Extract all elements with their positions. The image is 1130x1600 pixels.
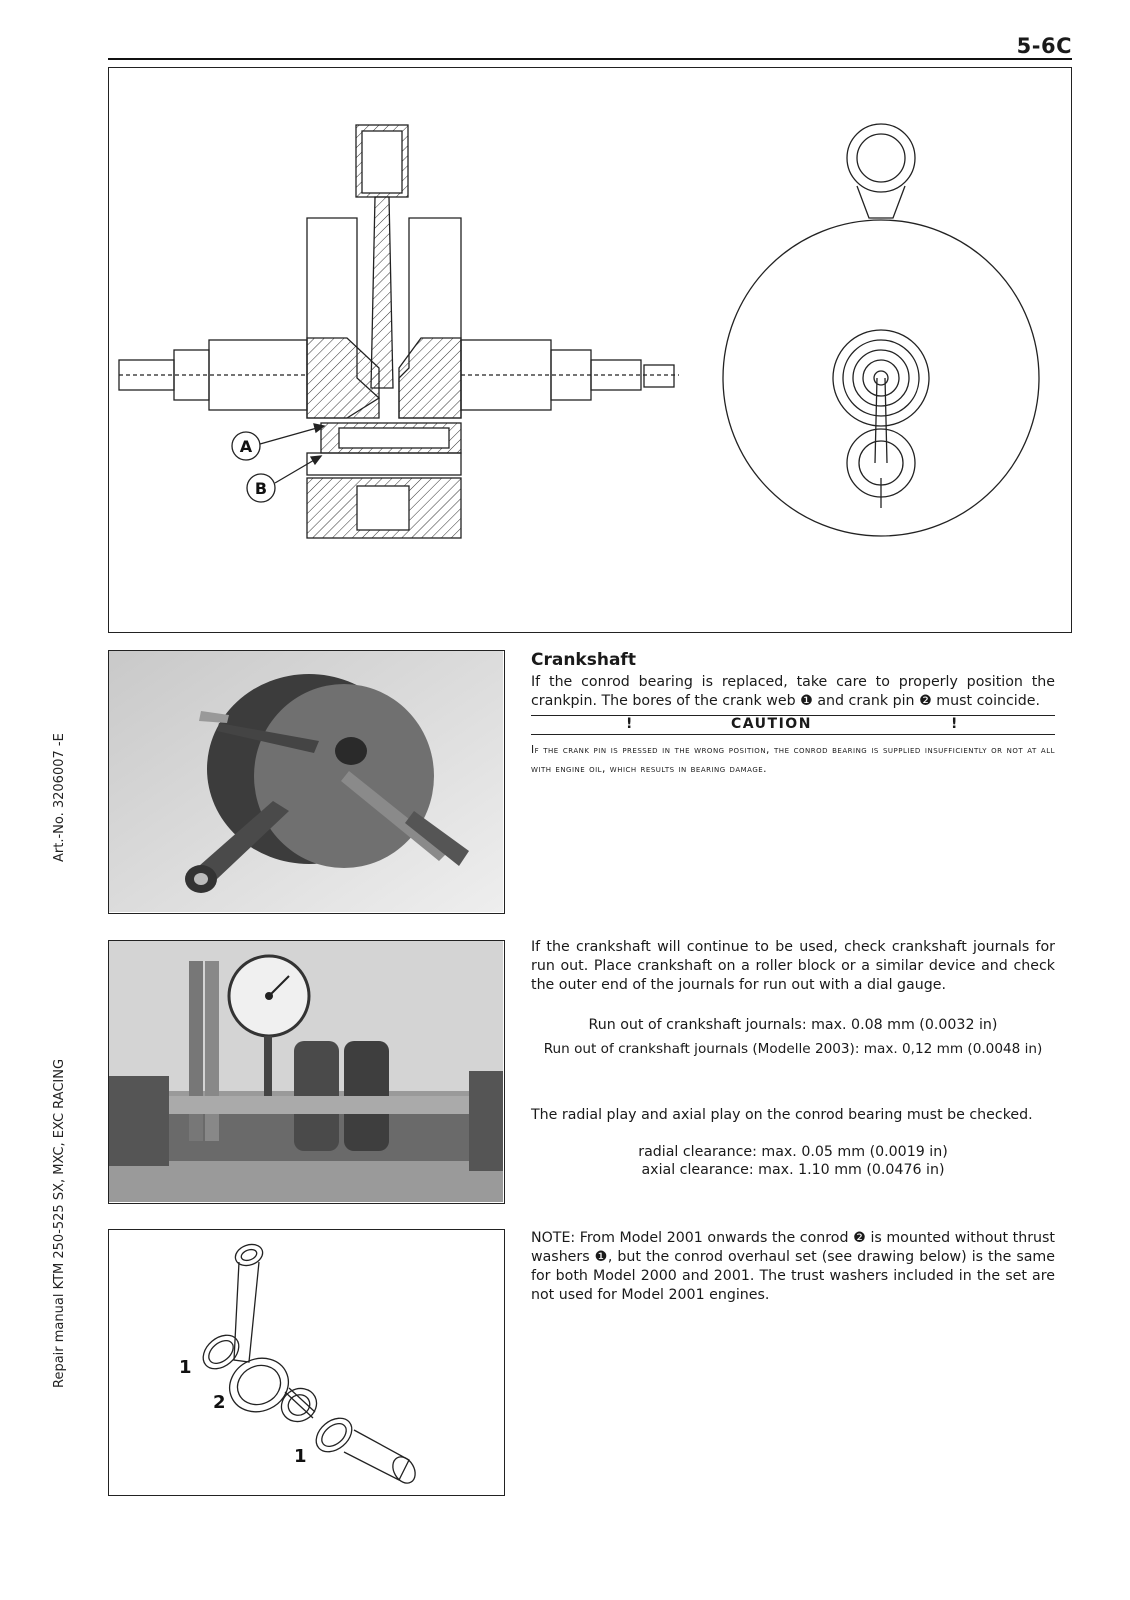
intro-text-2: and crank pin <box>812 693 920 709</box>
caution-exclamation-right: ! <box>951 716 958 732</box>
note-text-1: NOTE: From Model 2001 onwards the conrod <box>531 1230 854 1246</box>
dial-gauge-photo-image <box>109 941 503 1202</box>
runout-spec-2: Run out of crankshaft journals (Modelle 2003): max. 0,12 mm (0.0048 in) <box>543 1041 1043 1057</box>
label-a: A <box>239 437 253 456</box>
page-number: 5-6C <box>1016 34 1072 58</box>
article-number: Art.-No. 3206007 -E <box>52 733 67 862</box>
marker-2-icon: ❷ <box>853 1230 866 1246</box>
header-rule <box>108 58 1072 60</box>
conrod-parts-drawing <box>109 1230 503 1494</box>
marker-a-icon: ❶ <box>800 693 813 709</box>
crankshaft-section-figure <box>108 67 1072 633</box>
marker-1-icon: ❶ <box>594 1249 608 1265</box>
part-label-1b: 1 <box>294 1446 307 1467</box>
intro-text-3: must coincide. <box>931 693 1040 709</box>
section-heading: Crankshaft <box>531 650 636 670</box>
caution-exclamation-left: ! <box>626 716 633 732</box>
intro-text-1: If the conrod bearing is replaced, take care to properly position the crankpin. The bores of the crank web <box>531 674 1055 709</box>
caution-text: If the crank pin is pressed in the wrong position, the conrod bearing is supplied insufficiently or not at all with engine oil, which results in bearing damage. <box>531 744 1055 775</box>
caution-title: CAUTION <box>731 716 812 732</box>
part-label-2: 2 <box>213 1392 226 1413</box>
part-label-1a: 1 <box>179 1357 192 1378</box>
conrod-parts-figure <box>108 1229 505 1496</box>
axial-clearance: axial clearance: max. 1.10 mm (0.0476 in) <box>641 1162 945 1178</box>
runout-text: If the crankshaft will continue to be used, check crankshaft journals for run out. Place crankshaft on a roller block or a similar device and check the outer end of the journals for run out with a dial gauge. <box>531 939 1055 993</box>
note-text <box>531 1229 1055 1305</box>
label-b: B <box>254 479 268 498</box>
dial-gauge-photo <box>108 940 505 1204</box>
caution-bar <box>531 715 1055 735</box>
crankshaft-photo <box>108 650 505 914</box>
marker-b-icon: ❷ <box>919 693 932 709</box>
play-text: The radial play and axial play on the conrod bearing must be checked. <box>531 1107 1033 1123</box>
radial-clearance: radial clearance: max. 0.05 mm (0.0019 in) <box>638 1144 948 1160</box>
manual-title: Repair manual KTM 250-525 SX, MXC, EXC RACING <box>52 1058 67 1388</box>
crankshaft-section-drawing <box>109 68 1070 631</box>
crankshaft-intro <box>531 673 1055 711</box>
note-text-2: is mounted without thrust washers <box>531 1230 1055 1265</box>
crankshaft-photo-image <box>109 651 503 912</box>
note-text-3: , but the conrod overhaul set (see drawing below) is the same for both Model 2000 and 2001. The trust washers included in the set are not used for Model 2001 engines. <box>531 1249 1055 1303</box>
runout-spec-1: Run out of crankshaft journals: max. 0.08 mm (0.0032 in) <box>588 1017 998 1033</box>
